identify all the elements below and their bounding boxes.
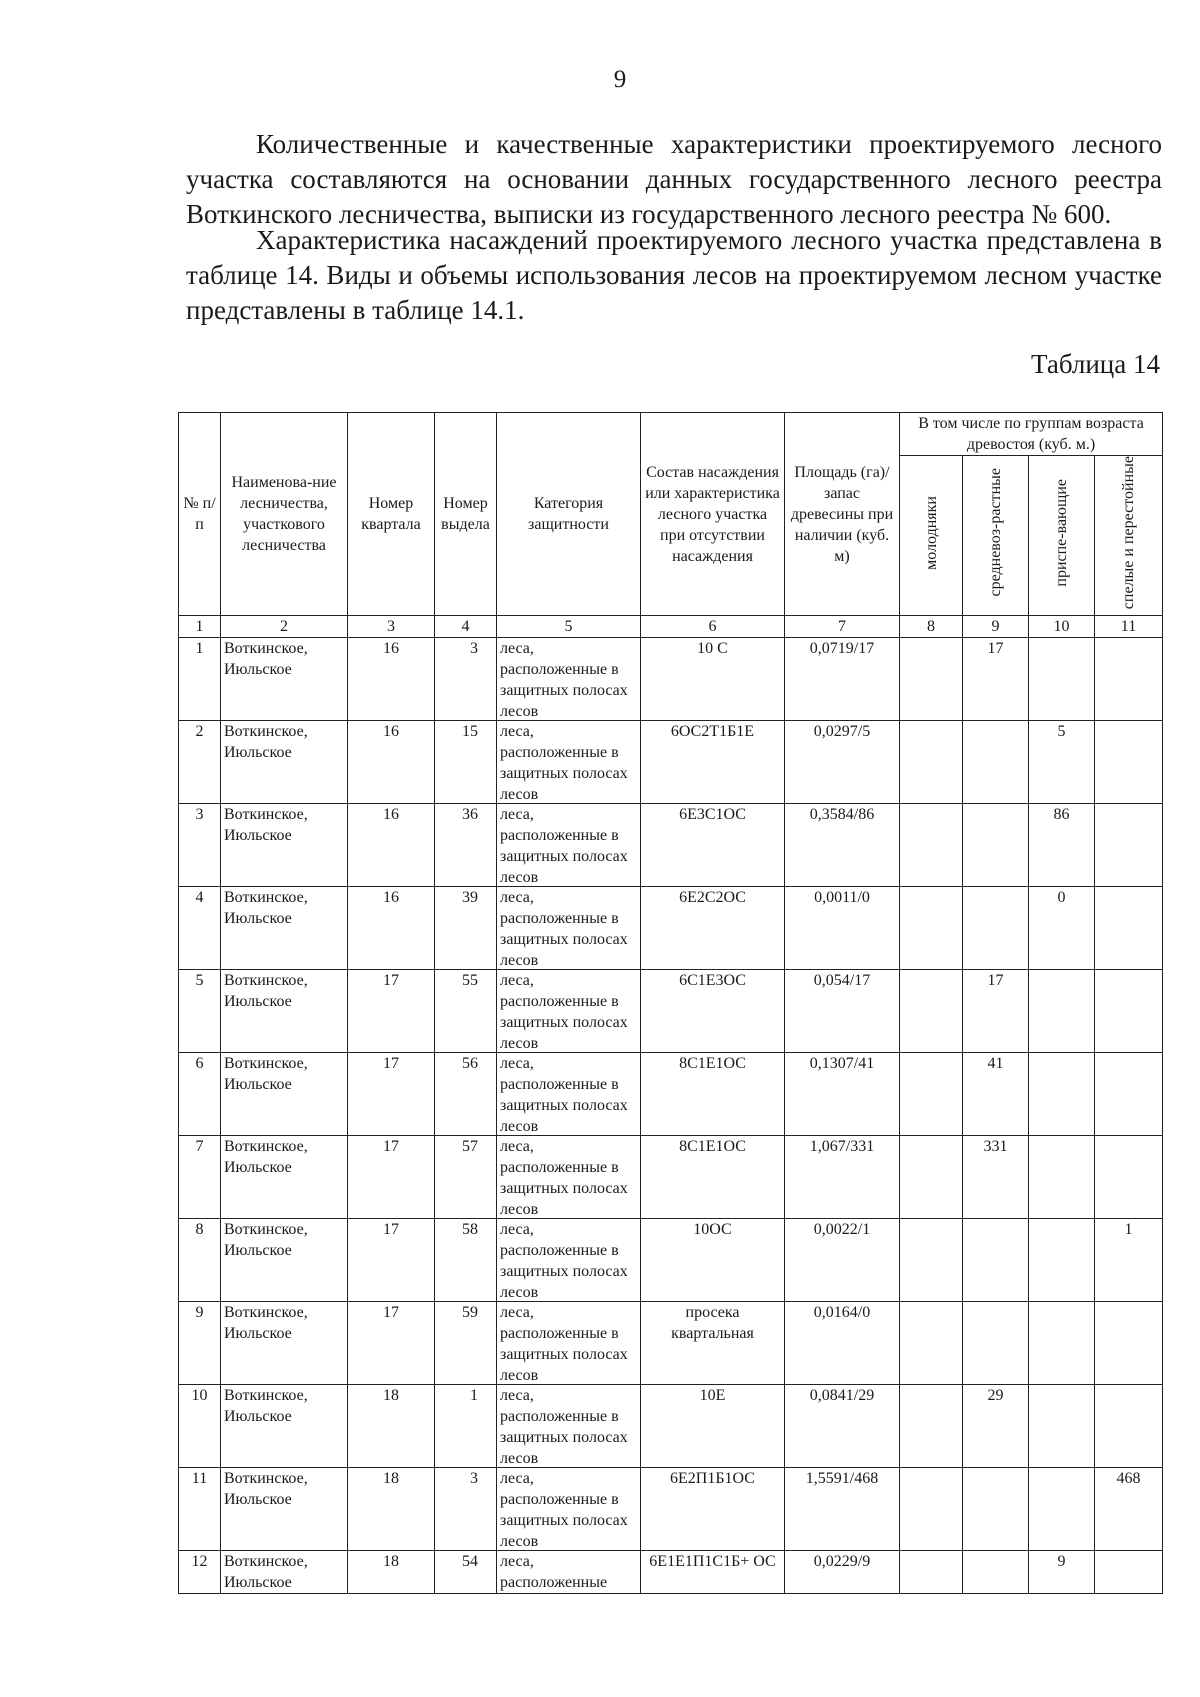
area-stock: 1,5591/468	[785, 1468, 900, 1551]
quarter-number: 16	[348, 887, 435, 970]
column-number: 11	[1095, 616, 1163, 638]
forestry-name: Воткинское, Июльское	[221, 970, 348, 1053]
column-number: 3	[348, 616, 435, 638]
middle-aged-stock: 29	[963, 1385, 1029, 1468]
forestry-name: Воткинское, Июльское	[221, 1219, 348, 1302]
header-mature: спелые и перестойные	[1120, 456, 1137, 610]
protection-category-text: леса, расположенные в защитных полосах лесов	[500, 806, 628, 887]
row-number: 1	[179, 638, 221, 721]
table-row	[179, 721, 1163, 804]
column-number: 5	[497, 616, 641, 638]
forestry-name: Воткинское, Июльское	[221, 887, 348, 970]
allotment-number: 55	[435, 970, 497, 1053]
row-number: 6	[179, 1053, 221, 1136]
row-number: 8	[179, 1219, 221, 1302]
stand-composition: 6Е2С2ОС	[641, 887, 785, 970]
maturing-stock	[1029, 1468, 1095, 1551]
allotment-number: 56	[435, 1053, 497, 1136]
middle-aged-stock	[963, 1551, 1029, 1594]
middle-aged-stock	[963, 1468, 1029, 1551]
table-row	[179, 1468, 1163, 1551]
young-stock	[900, 1302, 963, 1385]
quarter-number: 17	[348, 1219, 435, 1302]
allotment-number: 36	[435, 804, 497, 887]
mature-stock	[1095, 1385, 1163, 1468]
table-row	[179, 887, 1163, 970]
header-category: Категория защитности	[497, 413, 641, 616]
table-row	[179, 1385, 1163, 1468]
mature-stock	[1095, 638, 1163, 721]
protection-category	[497, 804, 641, 887]
protection-category	[497, 970, 641, 1053]
protection-category	[497, 1136, 641, 1219]
protection-category	[497, 638, 641, 721]
mature-stock	[1095, 1136, 1163, 1219]
allotment-number: 3	[435, 638, 497, 721]
mature-stock	[1095, 970, 1163, 1053]
forestry-name: Воткинское, Июльское	[221, 1136, 348, 1219]
quarter-number: 18	[348, 1551, 435, 1594]
maturing-stock	[1029, 638, 1095, 721]
quarter-number: 17	[348, 1053, 435, 1136]
protection-category-text: леса, расположенные в защитных полосах лесов	[500, 1055, 628, 1136]
area-stock: 0,0841/29	[785, 1385, 900, 1468]
stand-composition: 6С1Е3ОС	[641, 970, 785, 1053]
mature-stock	[1095, 1053, 1163, 1136]
column-number: 10	[1029, 616, 1095, 638]
area-stock: 1,067/331	[785, 1136, 900, 1219]
mature-stock: 468	[1095, 1468, 1163, 1551]
maturing-stock: 0	[1029, 887, 1095, 970]
protection-category	[497, 1219, 641, 1302]
young-stock	[900, 1468, 963, 1551]
forestry-name: Воткинское, Июльское	[221, 1551, 348, 1594]
allotment-number: 59	[435, 1302, 497, 1385]
forestry-name: Воткинское, Июльское	[221, 721, 348, 804]
protection-category-text: леса, расположенные в защитных полосах лесов	[500, 1304, 628, 1385]
protection-category-text: леса, расположенные в защитных полосах лесов	[500, 889, 628, 970]
table-row	[179, 638, 1163, 721]
column-number: 9	[963, 616, 1029, 638]
area-stock: 0,1307/41	[785, 1053, 900, 1136]
allotment-number: 1	[435, 1385, 497, 1468]
row-number: 9	[179, 1302, 221, 1385]
stand-composition: 6Е2П1Б1ОС	[641, 1468, 785, 1551]
header-middle-aged: средневоз-растные	[987, 468, 1004, 597]
row-number: 4	[179, 887, 221, 970]
protection-category	[497, 721, 641, 804]
forestry-name: Воткинское, Июльское	[221, 638, 348, 721]
allotment-number: 15	[435, 721, 497, 804]
protection-category-text: леса, расположенные в защитных полосах лесов	[500, 1470, 628, 1551]
paragraph-intro: Количественные и качественные характеристики проектируемого лесного участка составляются на основании данных государственного лесного реестра Воткинского лесничества, выписки из государственного лесного реестра № 600.	[186, 129, 1162, 229]
maturing-stock	[1029, 1219, 1095, 1302]
maturing-stock	[1029, 1053, 1095, 1136]
protection-category	[497, 1053, 641, 1136]
area-stock: 0,0297/5	[785, 721, 900, 804]
maturing-stock: 5	[1029, 721, 1095, 804]
young-stock	[900, 804, 963, 887]
mature-stock	[1095, 721, 1163, 804]
maturing-stock: 86	[1029, 804, 1095, 887]
row-number: 11	[179, 1468, 221, 1551]
table-row	[179, 804, 1163, 887]
quarter-number: 17	[348, 970, 435, 1053]
quarter-number: 16	[348, 721, 435, 804]
row-number: 5	[179, 970, 221, 1053]
maturing-stock	[1029, 1302, 1095, 1385]
maturing-stock: 9	[1029, 1551, 1095, 1594]
row-number: 7	[179, 1136, 221, 1219]
column-number: 8	[900, 616, 963, 638]
middle-aged-stock: 41	[963, 1053, 1029, 1136]
quarter-number: 16	[348, 638, 435, 721]
table-row	[179, 1302, 1163, 1385]
area-stock: 0,054/17	[785, 970, 900, 1053]
stand-composition: 8С1Е1ОС	[641, 1053, 785, 1136]
area-stock: 0,0164/0	[785, 1302, 900, 1385]
header-maturing: приспе-вающие	[1053, 478, 1070, 587]
mature-stock: 1	[1095, 1219, 1163, 1302]
mature-stock	[1095, 804, 1163, 887]
area-stock: 0,3584/86	[785, 804, 900, 887]
young-stock	[900, 1219, 963, 1302]
allotment-number: 3	[435, 1468, 497, 1551]
paragraph-table-reference: Характеристика насаждений проектируемого лесного участка представлена в таблице 14. Виды и объемы использования лесов на проектируемом лесном участке представлены в таблице 14.1.	[186, 225, 1162, 325]
row-number: 10	[179, 1385, 221, 1468]
maturing-stock	[1029, 1136, 1095, 1219]
quarter-number: 18	[348, 1468, 435, 1551]
quarter-number: 16	[348, 804, 435, 887]
row-number: 2	[179, 721, 221, 804]
protection-category-text: леса, расположенные	[500, 1553, 608, 1592]
protection-category-text: леса, расположенные в защитных полосах лесов	[500, 1138, 628, 1219]
middle-aged-stock	[963, 887, 1029, 970]
column-number-row	[179, 616, 1163, 638]
maturing-stock	[1029, 1385, 1095, 1468]
column-number: 6	[641, 616, 785, 638]
young-stock	[900, 1053, 963, 1136]
header-composition: Состав насаждения или характеристика лесного участка при отсутствии насаждения	[641, 413, 785, 616]
header-age-groups: В том числе по группам возраста древостоя (куб. м.)	[900, 413, 1163, 456]
area-stock: 0,0719/17	[785, 638, 900, 721]
table-row	[179, 970, 1163, 1053]
table-row	[179, 1136, 1163, 1219]
stand-composition: 10ОС	[641, 1219, 785, 1302]
header-forestry: Наименова-ние лесничества, участкового лесничества	[221, 413, 348, 616]
table-row	[179, 1551, 1163, 1594]
forestry-name: Воткинское, Июльское	[221, 1053, 348, 1136]
page-number: 9	[613, 66, 627, 93]
stand-composition: 6ОС2Т1Б1Е	[641, 721, 785, 804]
protection-category-text: леса, расположенные в защитных полосах лесов	[500, 1387, 628, 1468]
header-young: молодняки	[922, 495, 940, 570]
forestry-name: Воткинское, Июльское	[221, 1468, 348, 1551]
middle-aged-stock: 331	[963, 1136, 1029, 1219]
allotment-number: 58	[435, 1219, 497, 1302]
mature-stock	[1095, 887, 1163, 970]
protection-category	[497, 887, 641, 970]
area-stock: 0,0229/9	[785, 1551, 900, 1594]
young-stock	[900, 1551, 963, 1594]
table-row	[179, 1219, 1163, 1302]
middle-aged-stock	[963, 1219, 1029, 1302]
young-stock	[900, 970, 963, 1053]
table-caption: Таблица 14	[1031, 349, 1160, 379]
allotment-number: 54	[435, 1551, 497, 1594]
protection-category-text: леса, расположенные в защитных полосах лесов	[500, 640, 628, 721]
maturing-stock	[1029, 970, 1095, 1053]
header-num: № п/п	[179, 413, 221, 616]
protection-category-text: леса, расположенные в защитных полосах лесов	[500, 723, 628, 804]
allotment-number: 57	[435, 1136, 497, 1219]
forestry-name: Воткинское, Июльское	[221, 1385, 348, 1468]
young-stock	[900, 887, 963, 970]
protection-category-text: леса, расположенные в защитных полосах лесов	[500, 972, 628, 1053]
table-row	[179, 1053, 1163, 1136]
forest-stands-table	[178, 412, 1162, 1594]
header-area: Площадь (га)/запас древесины при наличии (куб. м)	[785, 413, 900, 616]
protection-category	[497, 1551, 641, 1594]
column-number: 4	[435, 616, 497, 638]
column-number: 2	[221, 616, 348, 638]
stand-composition: 8С1Е1ОС	[641, 1136, 785, 1219]
young-stock	[900, 1385, 963, 1468]
row-number: 12	[179, 1551, 221, 1594]
column-number: 7	[785, 616, 900, 638]
forestry-name: Воткинское, Июльское	[221, 804, 348, 887]
middle-aged-stock: 17	[963, 638, 1029, 721]
allotment-number: 39	[435, 887, 497, 970]
row-number: 3	[179, 804, 221, 887]
stand-composition: 10Е	[641, 1385, 785, 1468]
stand-composition: просека квартальная	[641, 1302, 785, 1385]
header-quarter: Номер квартала	[348, 413, 435, 616]
middle-aged-stock	[963, 804, 1029, 887]
young-stock	[900, 721, 963, 804]
header-allotment: Номер выдела	[435, 413, 497, 616]
protection-category	[497, 1385, 641, 1468]
quarter-number: 17	[348, 1136, 435, 1219]
protection-category-text: леса, расположенные в защитных полосах лесов	[500, 1221, 628, 1302]
forestry-name: Воткинское, Июльское	[221, 1302, 348, 1385]
middle-aged-stock	[963, 1302, 1029, 1385]
area-stock: 0,0022/1	[785, 1219, 900, 1302]
mature-stock	[1095, 1302, 1163, 1385]
quarter-number: 18	[348, 1385, 435, 1468]
young-stock	[900, 1136, 963, 1219]
stand-composition: 6Е3С1ОС	[641, 804, 785, 887]
middle-aged-stock	[963, 721, 1029, 804]
middle-aged-stock: 17	[963, 970, 1029, 1053]
young-stock	[900, 638, 963, 721]
stand-composition: 10 С	[641, 638, 785, 721]
protection-category	[497, 1468, 641, 1551]
table-body	[179, 638, 1163, 1594]
area-stock: 0,0011/0	[785, 887, 900, 970]
column-number: 1	[179, 616, 221, 638]
protection-category	[497, 1302, 641, 1385]
stand-composition: 6Е1Е1П1С1Б+ ОС	[641, 1551, 785, 1594]
quarter-number: 17	[348, 1302, 435, 1385]
mature-stock	[1095, 1551, 1163, 1594]
